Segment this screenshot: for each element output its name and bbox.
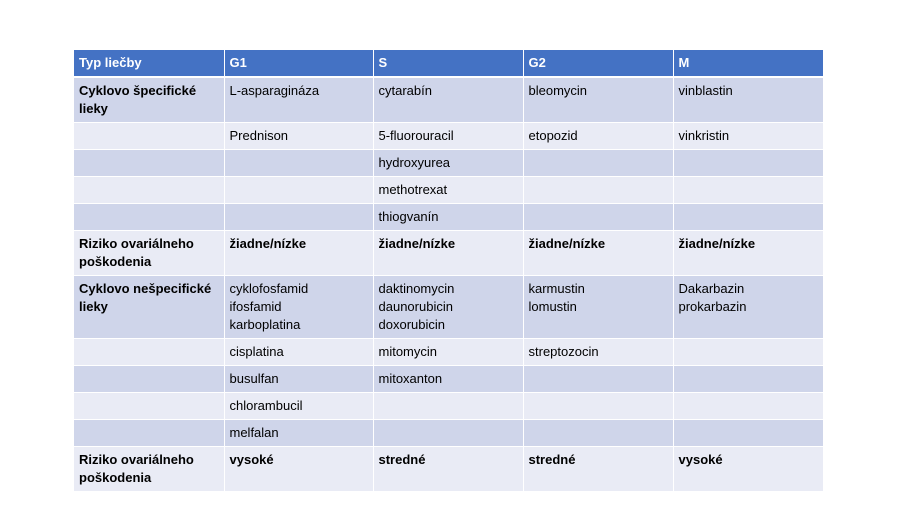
table-row [74, 339, 823, 366]
cell-text-line: daktinomycin [378, 281, 455, 296]
cell-s [373, 231, 523, 276]
cell-s [373, 77, 523, 123]
cell-g1 [224, 177, 373, 204]
cell-g2 [523, 420, 673, 447]
cell-text-line: Riziko ovariálneho poškodenia [79, 236, 194, 269]
cell-text-line: prokarbazin [678, 299, 747, 314]
chemotherapy-table [74, 50, 824, 492]
cell-text-line: stredné [378, 452, 426, 467]
cell-treatment-type [74, 276, 224, 339]
cell-s [373, 393, 523, 420]
cell-m [673, 276, 823, 339]
cell-treatment-type [74, 339, 224, 366]
cell-g1 [224, 123, 373, 150]
cell-m [673, 366, 823, 393]
table-row [74, 150, 823, 177]
cell-g2 [523, 204, 673, 231]
cell-s [373, 204, 523, 231]
cell-text-line: vysoké [678, 452, 723, 467]
cell-text-line: stredné [528, 452, 576, 467]
table-row [74, 177, 823, 204]
cell-s [373, 276, 523, 339]
cell-text-line: daunorubicin [378, 299, 453, 314]
cell-g2 [523, 177, 673, 204]
header-s: S [373, 50, 523, 77]
table-row [74, 276, 823, 339]
cell-text-line: žiadne/nízke [378, 236, 456, 251]
cell-text-line: Cyklovo špecifické lieky [79, 83, 197, 116]
cell-treatment-type [74, 447, 224, 492]
header-g1: G1 [224, 50, 373, 77]
cell-m [673, 77, 823, 123]
cell-text-line: cyklofosfamid [229, 281, 309, 296]
cell-g2 [523, 276, 673, 339]
cell-treatment-type [74, 420, 224, 447]
cell-m [673, 420, 823, 447]
cell-text-line: doxorubicin [378, 317, 445, 332]
cell-s [373, 447, 523, 492]
cell-g2 [523, 447, 673, 492]
cell-treatment-type [74, 393, 224, 420]
cell-treatment-type [74, 204, 224, 231]
table-row [74, 123, 823, 150]
cell-treatment-type [74, 231, 224, 276]
cell-m [673, 339, 823, 366]
header-treatment-type: Typ liečby [74, 50, 224, 77]
header-m: M [673, 50, 823, 77]
cell-text-line: busulfan [229, 371, 279, 386]
cell-text-line: žiadne/nízke [229, 236, 307, 251]
cell-text-line: mitomycin [378, 344, 438, 359]
cell-s [373, 420, 523, 447]
cell-text-line: Dakarbazin [678, 281, 745, 296]
cell-text-line: žiadne/nízke [678, 236, 756, 251]
cell-treatment-type [74, 150, 224, 177]
cell-text-line: vinblastin [678, 83, 733, 98]
cell-m [673, 204, 823, 231]
cell-g2 [523, 339, 673, 366]
table-body [74, 77, 823, 492]
cell-g1 [224, 77, 373, 123]
cell-text-line: cytarabín [378, 83, 432, 98]
cell-text-line: vinkristin [678, 128, 730, 143]
cell-text-line: lomustin [528, 299, 577, 314]
cell-g1 [224, 231, 373, 276]
cell-text-line: vysoké [229, 452, 274, 467]
cell-text-line: melfalan [229, 425, 279, 440]
cell-m [673, 447, 823, 492]
cell-g1 [224, 366, 373, 393]
cell-text-line: chlorambucil [229, 398, 303, 413]
cell-m [673, 123, 823, 150]
cell-m [673, 150, 823, 177]
cell-g2 [523, 366, 673, 393]
table-row [74, 366, 823, 393]
cell-treatment-type [74, 77, 224, 123]
cell-m [673, 177, 823, 204]
cell-g1 [224, 150, 373, 177]
cell-text-line: L-asparagináza [229, 83, 320, 98]
cell-text-line: karboplatina [229, 317, 301, 332]
table-row [74, 204, 823, 231]
cell-s [373, 366, 523, 393]
cell-g2 [523, 150, 673, 177]
table-row [74, 447, 823, 492]
header-g2: G2 [523, 50, 673, 77]
table-row [74, 393, 823, 420]
cell-s [373, 123, 523, 150]
cell-text-line: 5-fluorouracil [378, 128, 454, 143]
cell-treatment-type [74, 177, 224, 204]
cell-s [373, 339, 523, 366]
cell-text-line: Prednison [229, 128, 289, 143]
table-row [74, 231, 823, 276]
cell-text-line: thiogvanín [378, 209, 439, 224]
cell-treatment-type [74, 123, 224, 150]
cell-text-line: Riziko ovariálneho poškodenia [79, 452, 194, 485]
cell-g2 [523, 393, 673, 420]
cell-text-line: Cyklovo nešpecifické lieky [79, 281, 212, 314]
cell-s [373, 177, 523, 204]
cell-treatment-type [74, 366, 224, 393]
cell-g2 [523, 77, 673, 123]
cell-m [673, 393, 823, 420]
cell-text-line: ifosfamid [229, 299, 282, 314]
cell-g2 [523, 231, 673, 276]
cell-text-line: bleomycin [528, 83, 588, 98]
cell-g1 [224, 339, 373, 366]
cell-g1 [224, 420, 373, 447]
table-header-row [74, 50, 823, 77]
cell-g1 [224, 204, 373, 231]
cell-text-line: streptozocin [528, 344, 599, 359]
cell-g2 [523, 123, 673, 150]
cell-text-line: žiadne/nízke [528, 236, 606, 251]
cell-g1 [224, 447, 373, 492]
table-row [74, 77, 823, 123]
cell-g1 [224, 276, 373, 339]
cell-text-line: karmustin [528, 281, 585, 296]
cell-s [373, 150, 523, 177]
cell-text-line: methotrexat [378, 182, 448, 197]
cell-text-line: etopozid [528, 128, 578, 143]
cell-g1 [224, 393, 373, 420]
cell-text-line: hydroxyurea [378, 155, 451, 170]
cell-text-line: cisplatina [229, 344, 284, 359]
cell-text-line: mitoxanton [378, 371, 443, 386]
cell-m [673, 231, 823, 276]
table-row [74, 420, 823, 447]
